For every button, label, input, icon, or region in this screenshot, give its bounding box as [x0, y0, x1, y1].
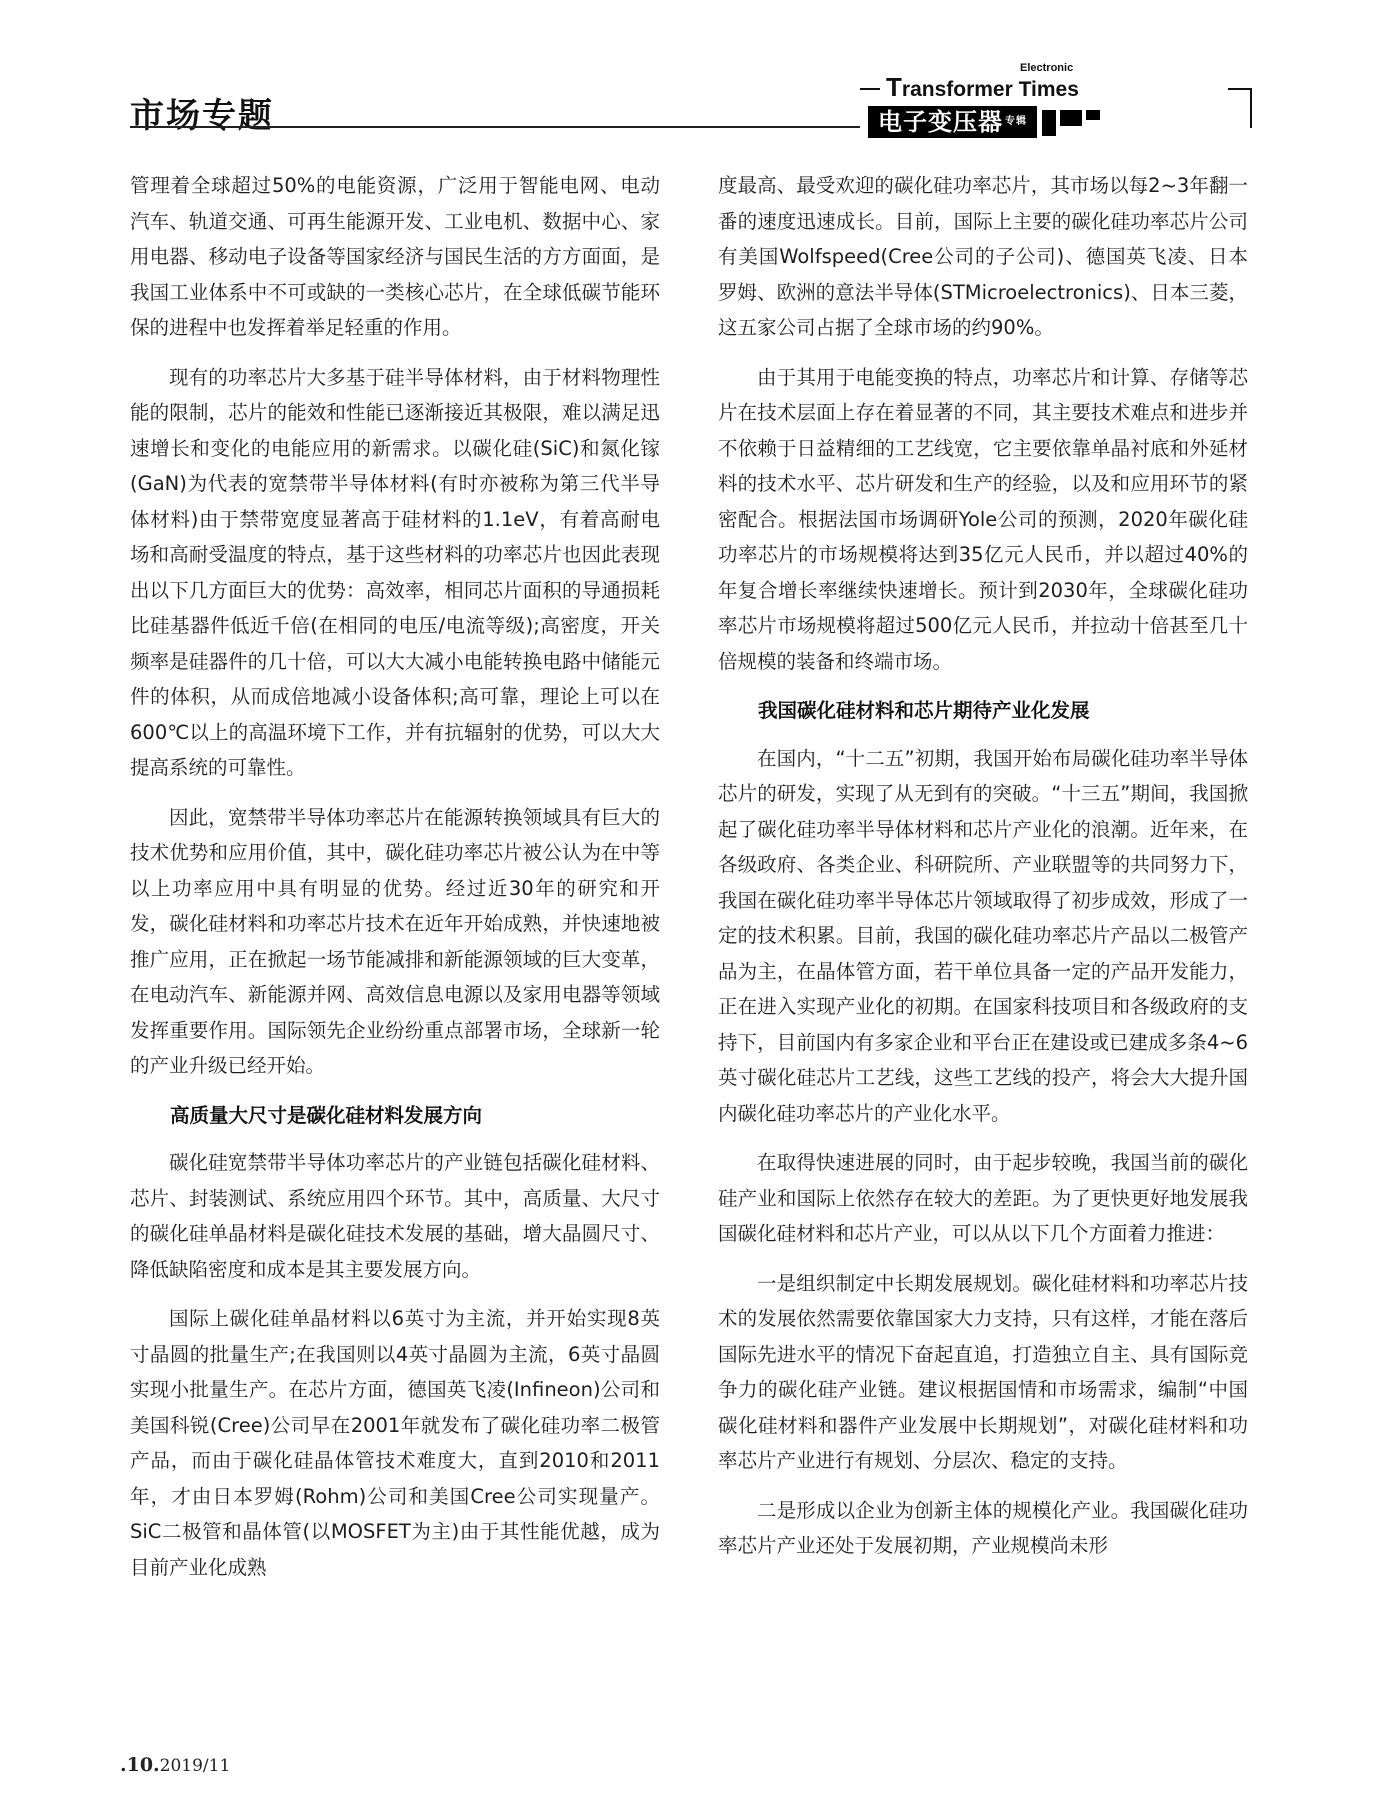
logo-dash-left: [860, 88, 880, 90]
issue-date: 2019/11: [159, 1756, 231, 1776]
paragraph: 现有的功率芯片大多基于硅半导体材料，由于材料物理性能的限制，芯片的能效和性能已逐渐接近其极限，难以满足迅速增长和变化的电能应用的新需求。以碳化硅(SiC)和氮化镓(GaN)为代表的宽禁带半导体材料(有时亦被称为第三代半导体材料)由于禁带宽度显著高于硅材料的1.1eV，有着高耐电场和高耐受温度的特点，基于这些材料的功率芯片也因此表现出以下几方面巨大的优势：高效率，相同芯片面积的导通损耗比硅基器件低近千倍(在相同的电压/电流等级);高密度，开关频率是硅器件的几十倍，可以大大减小电能转换电路中储能元件的体积，从而成倍地减小设备体积;高可靠，理论上可以在600℃以上的高温环境下工作，并有抗辐射的优势，可以大大提高系统的可靠性。: [130, 365, 660, 779]
left-column: [130, 168, 660, 1599]
logo-bracket: [1250, 88, 1252, 128]
logo-cn-text: 电子变压器: [878, 108, 1003, 136]
logo-cn-badge: 专辑: [1005, 116, 1027, 127]
paragraph: 二是形成以企业为创新主体的规模化产业。我国碳化硅功率芯片产业还处于发展初期，产业规模尚未形: [718, 1498, 1248, 1557]
page-footer: [120, 1754, 230, 1776]
paragraph: 在国内，“十二五”初期，我国开始布局碳化硅功率半导体芯片的研发，实现了从无到有的突破。“十三五”期间，我国掀起了碳化硅功率半导体材料和芯片产业化的浪潮。近年来，在各级政府、各类企业、科研院所、产业联盟等的共同努力下，我国在碳化硅功率半导体芯片领域取得了初步成效，形成了一定的技术积累。目前，我国的碳化硅功率芯片产品以二极管产品为主，在晶体管方面，若干单位具备一定的产品开发能力，正在进入实现产业化的初期。在国家科技项目和各级政府的支持下，目前国内有多家企业和平台正在建设或已建成多条4~6英寸碳化硅芯片工艺线，这些工艺线的投产，将会大大提升国内碳化硅功率芯片的产业化水平。: [718, 746, 1248, 1125]
logo-block: [1060, 110, 1082, 126]
logo-decor-blocks: [1042, 110, 1104, 136]
header-rule: [130, 126, 860, 128]
paragraph: 因此，宽禁带半导体功率芯片在能源转换领域具有巨大的技术优势和应用价值，其中，碳化硅功率芯片被公认为在中等以上功率应用中具有明显的优势。经过近30年的研究和开发，碳化硅材料和功率芯片技术在近年开始成熟，并快速地被推广应用，正在掀起一场节能减排和新能源领域的巨大变革，在电动汽车、新能源并网、高效信息电源以及家用电器等领域发挥重要作用。国际领先企业纷纷重点部署市场，全球新一轮的产业升级已经开始。: [130, 805, 660, 1077]
magazine-logo: [860, 62, 1252, 140]
logo-t-letter: T: [886, 72, 902, 102]
section-heading: 高质量大尺寸是碳化硅材料发展方向: [170, 1103, 483, 1127]
logo-english-name: [886, 72, 1252, 103]
page-number: .10.: [120, 1754, 160, 1776]
logo-block: [1086, 110, 1100, 120]
logo-electronic: Electronic: [1020, 62, 1074, 74]
right-column: [718, 168, 1248, 1578]
logo-block: [1042, 110, 1056, 136]
logo-chinese-name: [868, 106, 1037, 138]
paragraph: 管理着全球超过50%的电能资源，广泛用于智能电网、电动汽车、轨道交通、可再生能源开发、工业电机、数据中心、家用电器、移动电子设备等国家经济与国民生活的方方面面，是我国工业体系中不可或缺的一类核心芯片，在全球低碳节能环保的进程中也发挥着举足轻重的作用。: [130, 174, 660, 339]
section-title: 市场专题: [130, 96, 274, 136]
paragraph: 碳化硅宽禁带半导体功率芯片的产业链包括碳化硅材料、芯片、封装测试、系统应用四个环节。其中，高质量、大尺寸的碳化硅单晶材料是碳化硅技术发展的基础，增大晶圆尺寸、降低缺陷密度和成本是其主要发展方向。: [130, 1151, 660, 1281]
paragraph: 在取得快速进展的同时，由于起步较晚，我国当前的碳化硅产业和国际上依然存在较大的差距。为了更快更好地发展我国碳化硅材料和芯片产业，可以从以下几个方面着力推进：: [718, 1151, 1248, 1245]
paragraph: 由于其用于电能变换的特点，功率芯片和计算、存储等芯片在技术层面上存在着显著的不同，其主要技术难点和进步并不依赖于日益精细的工艺线宽，它主要依靠单晶衬底和外延材料的技术水平、芯片研发和生产的经验，以及和应用环节的紧密配合。根据法国市场调研Yole公司的预测，2020年碳化硅功率芯片的市场规模将达到35亿元人民币，并以超过40%的年复合增长率继续快速增长。预计到2030年，全球碳化硅功率芯片市场规模将超过500亿元人民币，并拉动十倍甚至几十倍规模的装备和终端市场。: [718, 365, 1248, 673]
section-heading: 我国碳化硅材料和芯片期待产业化发展: [758, 699, 1090, 722]
paragraph: 国际上碳化硅单晶材料以6英寸为主流，并开始实现8英寸晶圆的批量生产;在我国则以4英寸晶圆为主流，6英寸晶圆实现小批量生产。在芯片方面，德国英飞凌(Infineon)公司和美国科锐(Cree)公司早在2001年就发布了碳化硅功率二极管产品，而由于碳化硅晶体管技术难度大，直到2010和2011年，才由日本罗姆(Rohm)公司和美国Cree公司实现量产。SiC二极管和晶体管(以MOSFET为主)由于其性能优越，成为目前产业化成熟: [130, 1307, 660, 1579]
paragraph: 度最高、最受欢迎的碳化硅功率芯片，其市场以每2~3年翻一番的速度迅速成长。目前，国际上主要的碳化硅功率芯片公司有美国Wolfspeed(Cree公司的子公司)、德国英飞凌、日本罗姆、欧洲的意法半导体(STMicroelectronics)、日本三菱，这五家公司占据了全球市场的约90%。: [718, 174, 1248, 339]
paragraph: 一是组织制定中长期发展规划。碳化硅材料和功率芯片技术的发展依然需要依靠国家大力支持，只有这样，才能在落后国际先进水平的情况下奋起直追，打造独立自主、具有国际竞争力的碳化硅产业链。建议根据国情和市场需求，编制“中国碳化硅材料和器件产业发展中长期规划”，对碳化硅材料和功率芯片产业进行有规划、分层次、稳定的支持。: [718, 1271, 1248, 1472]
logo-dash-right: [1228, 88, 1252, 90]
logo-name-rest: ransformer Times: [901, 78, 1079, 101]
